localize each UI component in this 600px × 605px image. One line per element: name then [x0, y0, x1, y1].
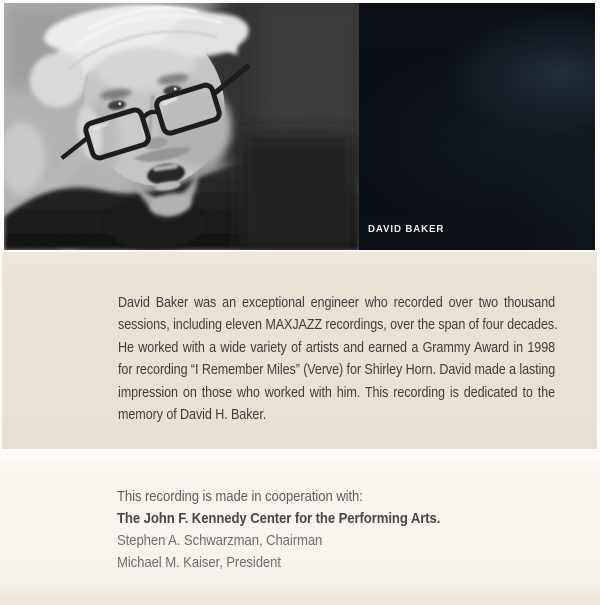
- cooperation-block: [117, 486, 495, 574]
- title-panel: [359, 3, 595, 250]
- david-baker-photo: [4, 3, 359, 250]
- photo-caption: DAVID BAKER: [368, 224, 445, 235]
- dedication-section: [2, 252, 597, 449]
- cooperation-organization: The John F. Kennedy Center for the Performing Arts.: [117, 511, 441, 527]
- dedication-line: for recording “I Remember Miles” (Verve) for Shirley Horn. David made a lasting: [118, 362, 556, 379]
- dedication-line: memory of David H. Baker.: [118, 406, 267, 423]
- cooperation-section: [0, 457, 600, 605]
- david-baker-portrait-illustration: [4, 3, 359, 250]
- cooperation-chairman: Stephen A. Schwarzman, Chairman: [117, 533, 323, 549]
- header-photo-strip: [4, 3, 595, 250]
- dedication-line: David Baker was an exceptional engineer who recorded over two thousand: [118, 295, 556, 311]
- dedication-line: He worked with a wide variety of artists and earned a Grammy Award in 1998: [118, 339, 556, 356]
- dedication-line: sessions, including eleven MAXJAZZ recordings, over the span of four decades.: [118, 317, 558, 334]
- dedication-line: impression on those who worked with him. This recording is dedicated to the: [118, 384, 556, 401]
- cooperation-president: Michael M. Kaiser, President: [117, 555, 281, 571]
- cooperation-intro: This recording is made in cooperation with:: [117, 489, 363, 505]
- dedication-paragraph: [118, 292, 558, 426]
